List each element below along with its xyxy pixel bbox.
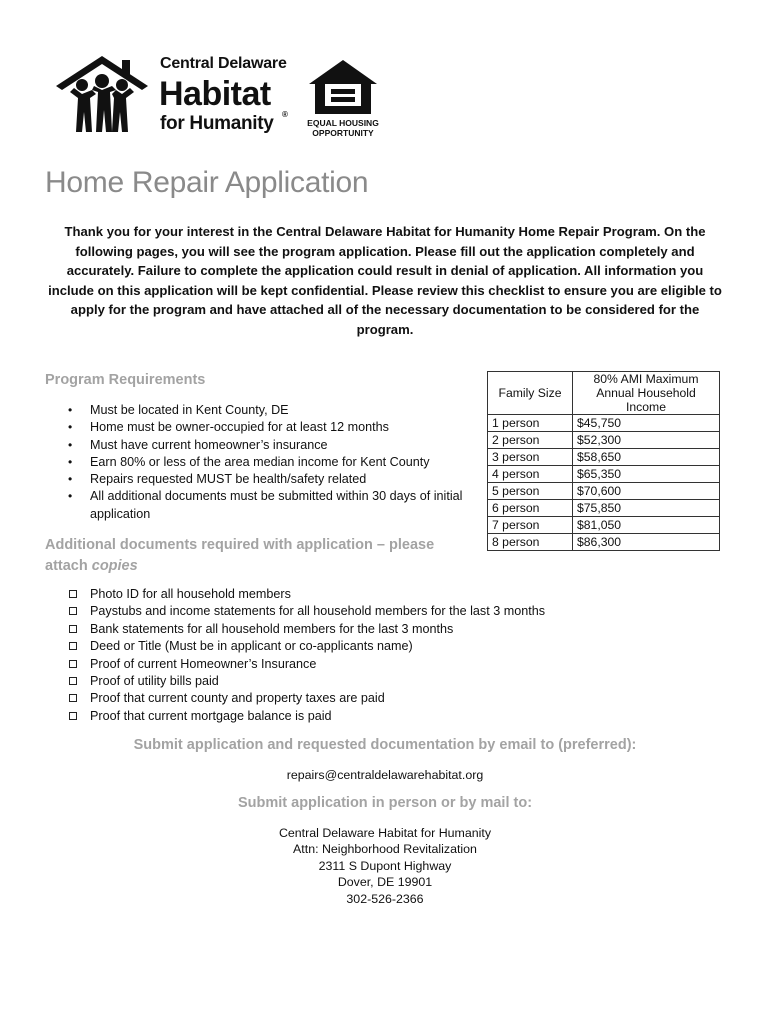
- checkbox[interactable]: [69, 712, 77, 720]
- checklist-item: [66, 621, 626, 638]
- page-title: Home Repair Application: [45, 166, 369, 199]
- checkbox[interactable]: [69, 625, 77, 633]
- table-row: [488, 483, 720, 500]
- list-item: • Must be located in Kent County, DE: [66, 402, 466, 419]
- checklist-item-label: Proof that current county and property taxes are paid: [90, 691, 385, 706]
- registered-mark: ®: [282, 110, 288, 119]
- additional-documents-heading-emphasis: copies: [91, 558, 138, 574]
- table-row: [488, 415, 720, 432]
- list-item: • All additional documents must be submitted within 30 days of initial application: [66, 488, 466, 523]
- submit-mail-heading: Submit application in person or by mail to:: [237, 795, 533, 811]
- income-cell: $70,600: [573, 483, 720, 500]
- family-size-header: Family Size: [488, 372, 573, 415]
- logo-line-central-delaware: Central Delaware: [160, 55, 287, 72]
- checkbox[interactable]: [69, 660, 77, 668]
- checkbox[interactable]: [69, 694, 77, 702]
- checklist-item-label: Bank statements for all household members for the last 3 months: [90, 621, 454, 636]
- table-row: [488, 466, 720, 483]
- checklist-item: [66, 586, 626, 603]
- address-line-attn: Attn: Neighborhood Revitalization: [293, 842, 477, 857]
- family-size-cell: 2 person: [488, 432, 573, 449]
- checklist-item-label: Proof of current Homeowner’s Insurance: [90, 656, 317, 671]
- checklist-item-label: Photo ID for all household members: [90, 587, 291, 601]
- logo-line-for-humanity: for Humanity: [160, 113, 274, 134]
- list-item: • Repairs requested MUST be health/safety related: [66, 471, 466, 488]
- table-row: [488, 517, 720, 534]
- checklist-item: [66, 673, 626, 690]
- submit-email-address[interactable]: repairs@centraldelawarehabitat.org: [286, 768, 484, 782]
- equal-housing-label-2: OPPORTUNITY: [312, 128, 374, 138]
- checklist-item: [66, 656, 626, 673]
- equal-housing-icon: [307, 58, 379, 116]
- checklist-item-label: Proof that current mortgage balance is paid: [90, 708, 332, 723]
- equal-housing-label-1: EQUAL HOUSING: [307, 118, 379, 128]
- address-line-phone: 302-526-2366: [346, 891, 424, 906]
- checklist-item-label: Paystubs and income statements for all household members for the last 3 months: [90, 604, 546, 619]
- income-cell: $86,300: [573, 534, 720, 551]
- income-limits-table: [487, 371, 720, 551]
- checklist-item-label: Deed or Title (Must be in applicant or co-applicants name): [90, 639, 413, 654]
- table-header-row: [488, 372, 720, 415]
- checklist-item: [66, 603, 626, 620]
- checkbox[interactable]: [69, 677, 77, 685]
- documents-checklist: [66, 586, 626, 725]
- checklist-item-label: Proof of utility bills paid: [90, 674, 219, 689]
- submit-email-heading: Submit application and requested documentation by email to (preferred):: [133, 737, 637, 753]
- address-line-city: Dover, DE 19901: [337, 875, 433, 890]
- table-row: [488, 500, 720, 517]
- table-row: [488, 449, 720, 466]
- income-cell: $81,050: [573, 517, 720, 534]
- requirements-list: [66, 402, 466, 523]
- income-cell: $58,650: [573, 449, 720, 466]
- income-cell: $45,750: [573, 415, 720, 432]
- address-line-organization: Central Delaware Habitat for Humanity: [278, 826, 492, 840]
- habitat-house-people-icon: [52, 52, 152, 136]
- family-size-cell: 8 person: [488, 534, 573, 551]
- additional-documents-heading-text: Additional documents required with application – please attach: [45, 537, 435, 574]
- logo: [52, 52, 382, 142]
- program-requirements-heading: Program Requirements: [45, 372, 206, 388]
- list-item: • Earn 80% or less of the area median income for Kent County: [66, 454, 466, 471]
- intro-paragraph: Thank you for your interest in the Central Delaware Habitat for Humanity Home Repair Program. On the following pages, you will see the program application. Please fill out the application completely and accurately. Failure to complete the application could result in denial of application. All information you include on this application will be kept confidential. Please review this checklist to ensure you are eligible to apply for the program and have attached all of the necessary documentation to be considered for the program.: [48, 224, 722, 337]
- income-cell: $52,300: [573, 432, 720, 449]
- list-item: • Home must be owner-occupied for at least 12 months: [66, 419, 466, 436]
- income-header: 80% AMI Maximum Annual Household Income: [573, 372, 720, 415]
- additional-documents-heading: [45, 535, 475, 577]
- checkbox[interactable]: [69, 642, 77, 650]
- family-size-cell: 1 person: [488, 415, 573, 432]
- logo-line-habitat: Habitat: [159, 75, 271, 113]
- checklist-item: [66, 638, 626, 655]
- family-size-cell: 5 person: [488, 483, 573, 500]
- family-size-cell: 7 person: [488, 517, 573, 534]
- table-row: [488, 432, 720, 449]
- income-cell: $65,350: [573, 466, 720, 483]
- checklist-item: [66, 708, 626, 725]
- list-item: • Must have current homeowner’s insurance: [66, 437, 466, 454]
- table-row: [488, 534, 720, 551]
- family-size-cell: 6 person: [488, 500, 573, 517]
- checkbox[interactable]: [69, 607, 77, 615]
- checkbox[interactable]: [69, 590, 77, 598]
- mailing-address: [0, 825, 770, 907]
- family-size-cell: 4 person: [488, 466, 573, 483]
- income-cell: $75,850: [573, 500, 720, 517]
- family-size-cell: 3 person: [488, 449, 573, 466]
- address-line-street: 2311 S Dupont Highway: [318, 858, 452, 873]
- checklist-item: [66, 690, 626, 707]
